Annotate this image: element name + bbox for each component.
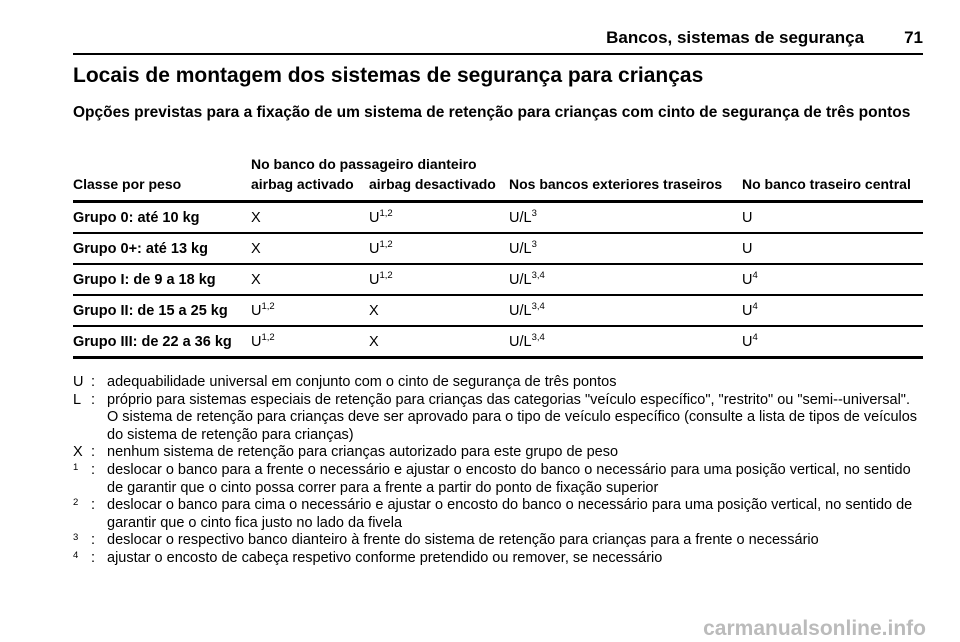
cell-value: X [251,271,261,288]
cell-note: 4 [752,300,758,312]
legend-separator: : [91,391,96,408]
table-cell [509,295,742,326]
legend-item [73,444,925,462]
cell-note: 1,2 [379,269,393,281]
table-cell [369,295,509,326]
cell-note: 1,2 [261,331,275,343]
legend-key: L [73,391,82,408]
cell-note: 3 [531,238,537,250]
weight-group-cell: Grupo II: de 15 a 25 kg [73,295,251,326]
cell-value: U [369,240,380,257]
legend-key: 4 [73,549,79,561]
legend-separator: : [91,461,96,478]
cell-note: 4 [752,331,758,343]
cell-value: X [251,209,261,226]
cell-note: 1,2 [379,207,393,219]
legend-item [73,374,925,392]
table-cell [509,264,742,295]
cell-note: 1,2 [379,238,393,250]
cell-value: U/L [509,209,532,226]
table-cell [369,264,509,295]
header-spacer [73,150,251,172]
legend-text: ajustar o encosto de cabeça respetivo conforme pretendido ou remover, se necessário [107,549,663,566]
cell-value: U [742,302,753,319]
cell-value: U [251,333,262,350]
column-header-rear-center: No banco traseiro central [742,172,923,202]
child-seat-table [73,150,923,359]
table-row [73,326,923,358]
legend-item [73,550,925,568]
table-cell [509,326,742,358]
legend-key: 2 [73,497,79,509]
cell-value: U/L [509,333,532,350]
legend-separator: : [91,497,96,514]
table-cell [369,326,509,358]
table-cell [742,326,923,358]
table-cell [742,202,923,234]
legend-separator: : [91,532,96,549]
cell-value: U [742,333,753,350]
section-title: Opções previstas para a fixação de um sistema de retenção para crianças com cinto de segurança de três pontos [73,104,911,121]
cell-note: 3 [531,207,537,219]
cell-value: X [369,333,379,350]
column-header-weight-class: Classe por peso [73,172,251,202]
table-cell [509,202,742,234]
table-cell [251,326,369,358]
legend-item [73,392,925,445]
legend-separator: : [91,549,96,566]
page-header [73,28,923,55]
table-cell [251,202,369,234]
table-row [73,202,923,234]
header-spacer [742,150,923,172]
legend-separator: : [91,374,96,390]
cell-value: U [369,271,380,288]
cell-note: 3,4 [531,269,545,281]
legend-item [73,532,925,550]
cell-value: U/L [509,302,532,319]
legend-key: 3 [73,532,79,544]
cell-value: X [251,240,261,257]
cell-value: U [742,240,753,257]
header-spacer [509,150,742,172]
watermark: carmanualsonline.info [703,617,926,640]
chapter-title: Locais de montagem dos sistemas de segurança para crianças [73,64,704,87]
table-cell [369,202,509,234]
cell-value: U [742,271,753,288]
page-number: 71 [904,28,923,47]
table-cell [251,233,369,264]
table-row [73,233,923,264]
legend-item [73,497,925,532]
cell-note: 3,4 [531,300,545,312]
legend-key: U [73,374,84,390]
cell-note: 1,2 [261,300,275,312]
table-cell [742,264,923,295]
legend-text: deslocar o respectivo banco dianteiro à frente do sistema de retenção para crianças para a frente o necessário [107,532,819,549]
column-header-airbag-on: airbag activado [251,172,369,202]
table-row [73,264,923,295]
weight-group-cell: Grupo III: de 22 a 36 kg [73,326,251,358]
cell-value: U/L [509,240,532,257]
table-cell [742,295,923,326]
weight-group-cell: Grupo 0+: até 13 kg [73,233,251,264]
legend-key: 1 [73,461,79,473]
cell-value: U [742,209,753,226]
legend-key: X [73,444,83,461]
cell-value: U/L [509,271,532,288]
running-header-title: Bancos, sistemas de segurança [606,28,865,47]
column-header-rear-outer: Nos bancos exteriores traseiros [509,172,742,202]
cell-note: 3,4 [531,331,545,343]
legend-text: deslocar o banco para cima o necessário e ajustar o encosto do banco o necessário para uma posição vertical, no sentido de garantir que o cinto fica justo no lado da fivela [107,497,913,531]
legend-separator: : [91,444,96,461]
column-header-airbag-off: airbag desactivado [369,172,509,202]
table-cell [742,233,923,264]
legend-text: adequabilidade universal em conjunto com o cinto de segurança de três pontos [107,374,617,390]
header-front-passenger-seat: No banco do passageiro dianteiro [251,156,477,172]
cell-note: 4 [752,269,758,281]
cell-value: U [369,209,380,226]
legend [73,374,925,568]
weight-group-cell: Grupo I: de 9 a 18 kg [73,264,251,295]
cell-value: U [251,302,262,319]
table-cell [369,233,509,264]
legend-item [73,462,925,497]
legend-text: nenhum sistema de retenção para crianças autorizado para este grupo de peso [107,444,619,461]
table-row [73,295,923,326]
table-cell [251,264,369,295]
table-cell [251,295,369,326]
table-cell [509,233,742,264]
cell-value: X [369,302,379,319]
legend-text: próprio para sistemas especiais de retenção para crianças das categorias "veículo específico", "restrito" ou "semi--universal". O sistema de retenção para crianças deve ser aprovado para o tipo de veículo específico (consulte a lista de tipos de veículos do sistema de retenção para crianças) [107,391,918,443]
legend-text: deslocar o banco para a frente o necessário e ajustar o encosto do banco o necessário para uma posição vertical, no sentido de garantir que o cinto possa correr para a frente a partir do ponto de fixação superior [107,461,911,496]
weight-group-cell: Grupo 0: até 10 kg [73,202,251,234]
